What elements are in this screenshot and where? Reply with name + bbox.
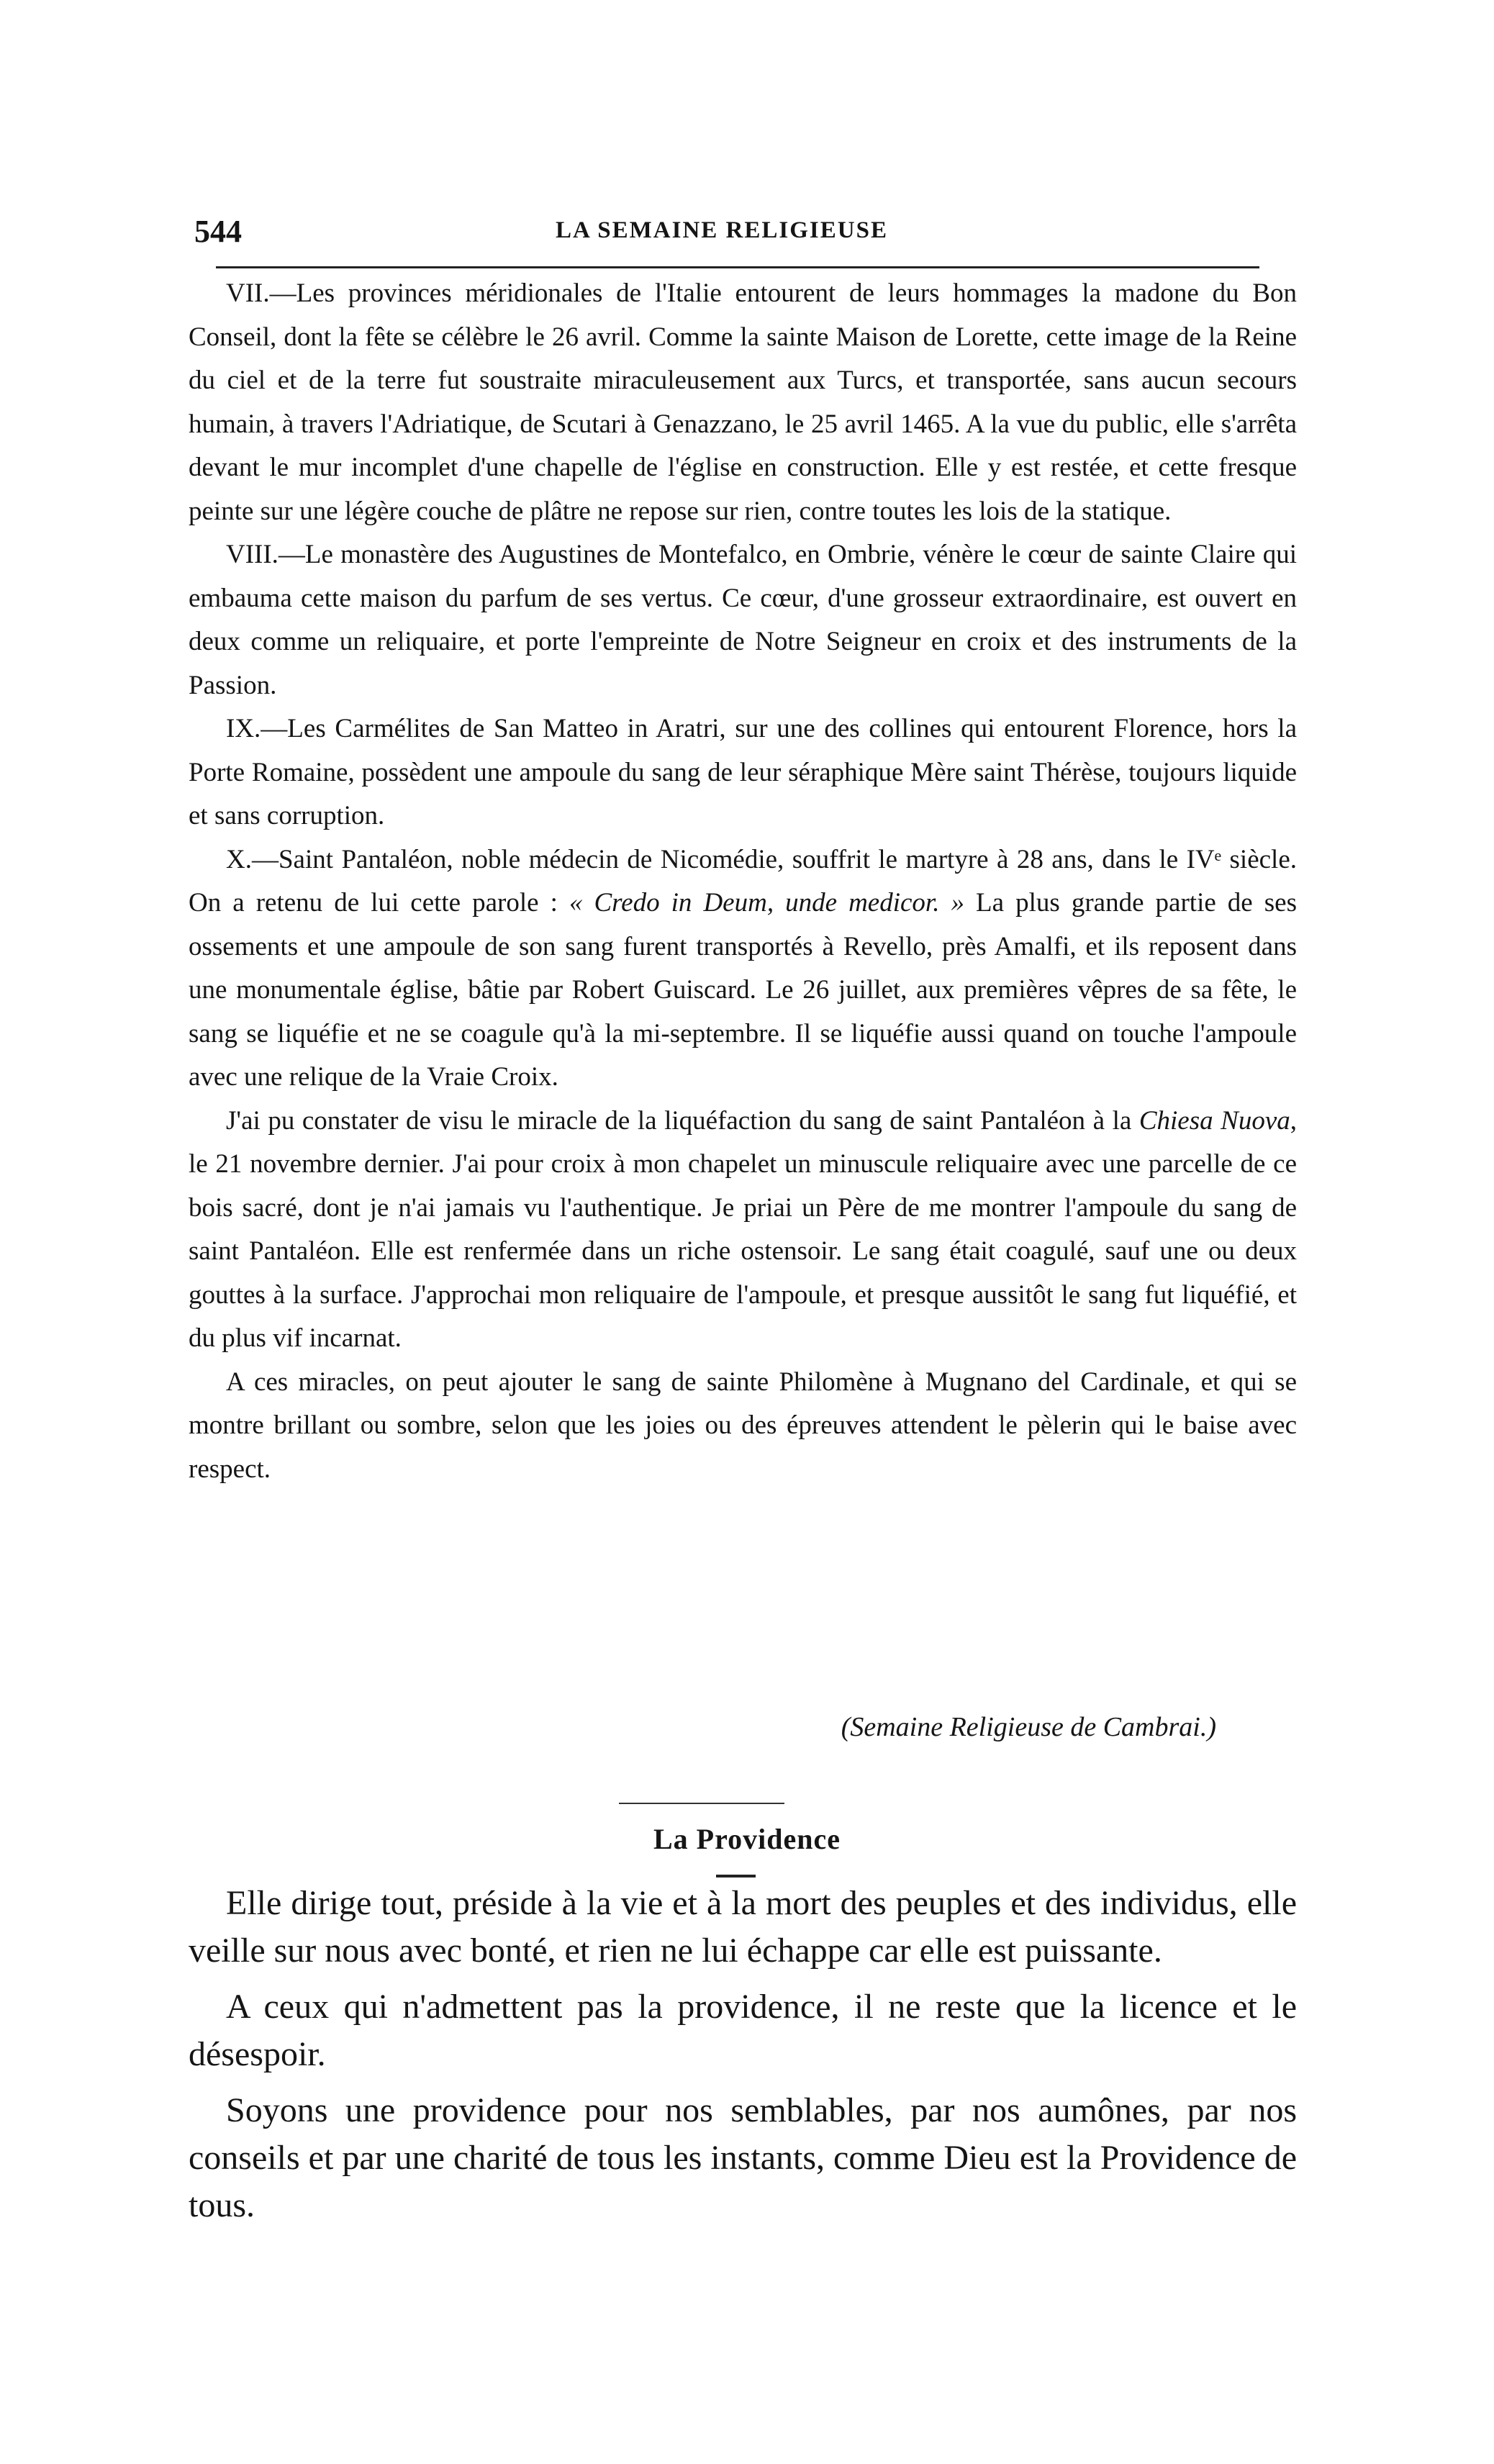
paragraph-testimony-start: J'ai pu constater de visu le miracle de la liquéfaction du sang de saint Pantaléon à la xyxy=(226,1105,1139,1136)
providence-paragraph-2: A ceux qui n'admettent pas la providence, il ne reste que la licence et le désespoir. xyxy=(189,1988,1297,2073)
paragraph-closing: A ces miracles, on peut ajouter le sang de sainte Philomène à Mugnano del Cardinale, et qui se montre brillant ou sombre, selon que les joies ou des épreuves attendent le pèlerin qui le baise avec respect. xyxy=(189,1367,1297,1484)
church-name: Chiesa Nuova xyxy=(1138,1105,1290,1136)
paragraph-x-start: X.—Saint Pantaléon, noble médecin de Nicomédie, souffrit le martyre à 28 ans, dans le IVᵉ siècle. On a retenu de lui cette parole : xyxy=(189,844,1297,918)
providence-paragraph-1: Elle dirige tout, préside à la vie et à la mort des peuples et des individus, elle veille sur nous avec bonté, et rien ne lui échappe car elle est puissante. xyxy=(189,1884,1297,1970)
section-title: La Providence xyxy=(653,1823,841,1855)
paragraph-ix: IX.—Les Carmélites de San Matteo in Aratri, sur une des collines qui entourent Florence, hors la Porte Romaine, possèdent une ampoule du sang de leur séraphique Mère saint Thérèse, toujours liquide et sans corruption. xyxy=(189,714,1297,830)
page-header xyxy=(190,213,1269,256)
header-rule xyxy=(216,266,1259,268)
page-number: 544 xyxy=(194,214,242,249)
source-citation: (Semaine Religieuse de Cambrai.) xyxy=(841,1712,1216,1742)
running-title: LA SEMAINE RELIGIEUSE xyxy=(556,217,888,243)
paragraph-testimony xyxy=(189,1100,1297,1361)
latin-quote: « Credo in Deum, unde medicor. » xyxy=(569,888,965,918)
paragraph-x xyxy=(189,838,1297,1100)
providence-section xyxy=(189,1880,1297,2238)
article-miracles xyxy=(189,272,1297,1491)
paragraph-testimony-end: , le 21 novembre dernier. J'ai pour croix à mon chapelet un minuscule reliquaire avec une parcelle de ce bois sacré, dont je n'ai jamais vu l'authentique. Je priai un Père de me montrer l'ampoule du sang de saint Pantaléon. Elle est renfermée dans un riche ostensoir. Le sang était coagulé, sauf une ou deux gouttes à la surface. J'approchai mon reliquaire de l'ampoule, et presque aussitôt le sang fut liquéfié, et du plus vif incarnat. xyxy=(189,1105,1298,1353)
paragraph-x-end: La plus grande partie de ses ossements et une ampoule de son sang furent transportés à Revello, près Amalfi, et ils reposent dans une monumentale église, bâtie par Robert Guiscard. Le 26 juillet, aux premières vêpres de sa fête, le sang se liquéfie et ne se coagule qu'à la mi-septembre. Il se liquéfie aussi quand on touche l'ampoule avec une relique de la Vraie Croix. xyxy=(189,888,1297,1092)
providence-paragraph-3: Soyons une providence pour nos semblables, par nos aumônes, par nos conseils et par une charité de tous les instants, comme Dieu est la Providence de tous. xyxy=(189,2091,1297,2224)
title-underline xyxy=(716,1875,756,1878)
paragraph-vii: VII.—Les provinces méridionales de l'Italie entourent de leurs hommages la madone du Bon Conseil, dont la fête se célèbre le 26 avril. Comme la sainte Maison de Lorette, cette image de la Reine du ciel et de la terre fut soustraite miraculeusement aux Turcs, et transportée, sans aucun secours humain, à travers l'Adriatique, de Scutari à Genazzano, le 25 avril 1465. A la vue du public, elle s'arrêta devant le mur incomplet d'une chapelle de l'église en construction. Elle y est restée, et cette fresque peinte sur une légère couche de plâtre ne repose sur rien, contre toutes les lois de la statique. xyxy=(189,278,1297,526)
paragraph-viii: VIII.—Le monastère des Augustines de Montefalco, en Ombrie, vénère le cœur de sainte Claire qui embauma cette maison du parfum de ses vertus. Ce cœur, d'une grosseur extraordinaire, est ouvert en deux comme un reliquaire, et porte l'empreinte de Notre Seigneur en croix et des instruments de la Passion. xyxy=(189,540,1297,700)
section-rule xyxy=(619,1803,784,1804)
